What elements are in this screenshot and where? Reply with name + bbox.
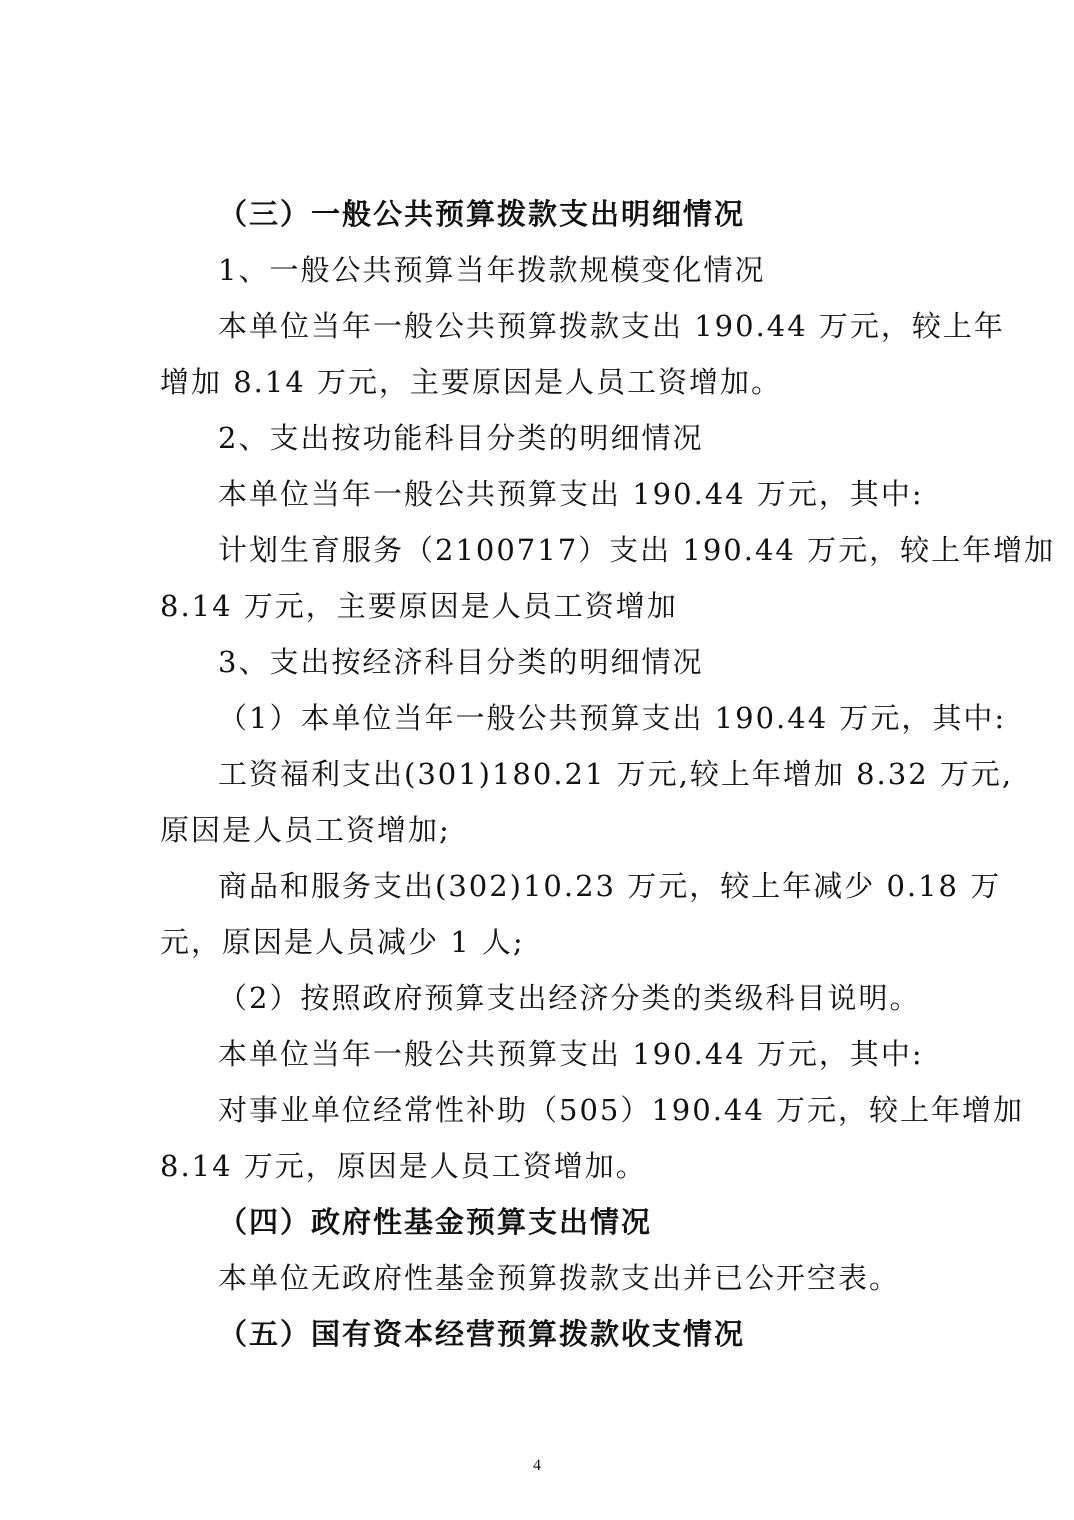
section-heading-4: （四）政府性基金预算支出情况 [218,1205,653,1239]
page-number: 4 [533,1457,541,1474]
subsection-heading-1: 1、一般公共预算当年拨款规模变化情况 [218,253,766,287]
paragraph-line: （2）按照政府预算支出经济分类的类级科目说明。 [218,981,921,1015]
paragraph-line: 商品和服务支出(302)10.23 万元，较上年减少 0.18 万 [218,869,1002,903]
section-heading-5: （五）国有资本经营预算拨款收支情况 [218,1317,746,1351]
paragraph-line: 原因是人员工资增加; [160,813,451,847]
paragraph-line: 本单位无政府性基金预算拨款支出并已公开空表。 [218,1261,901,1295]
paragraph-line: 对事业单位经常性补助（505）190.44 万元，较上年增加 [218,1093,1025,1127]
paragraph-line: 元，原因是人员减少 1 人; [160,925,525,959]
paragraph-line: 增加 8.14 万元，主要原因是人员工资增加。 [160,365,783,399]
paragraph-line: 8.14 万元，原因是人员工资增加。 [160,1149,647,1183]
paragraph-line: 工资福利支出(301)180.21 万元,较上年增加 8.32 万元, [218,757,1014,791]
paragraph-line: 8.14 万元，主要原因是人员工资增加 [160,589,678,623]
section-heading-3: （三）一般公共预算拨款支出明细情况 [218,197,746,231]
subsection-heading-3: 3、支出按经济科目分类的明细情况 [218,645,704,679]
paragraph-line: 计划生育服务（2100717）支出 190.44 万元，较上年增加 [218,533,1056,567]
paragraph-line: （1）本单位当年一般公共预算支出 190.44 万元，其中: [218,701,1007,735]
paragraph-line: 本单位当年一般公共预算拨款支出 190.44 万元，较上年 [218,309,1005,343]
subsection-heading-2: 2、支出按功能科目分类的明细情况 [218,421,704,455]
paragraph-line: 本单位当年一般公共预算支出 190.44 万元，其中: [218,1037,924,1071]
paragraph-line: 本单位当年一般公共预算支出 190.44 万元，其中: [218,477,924,511]
